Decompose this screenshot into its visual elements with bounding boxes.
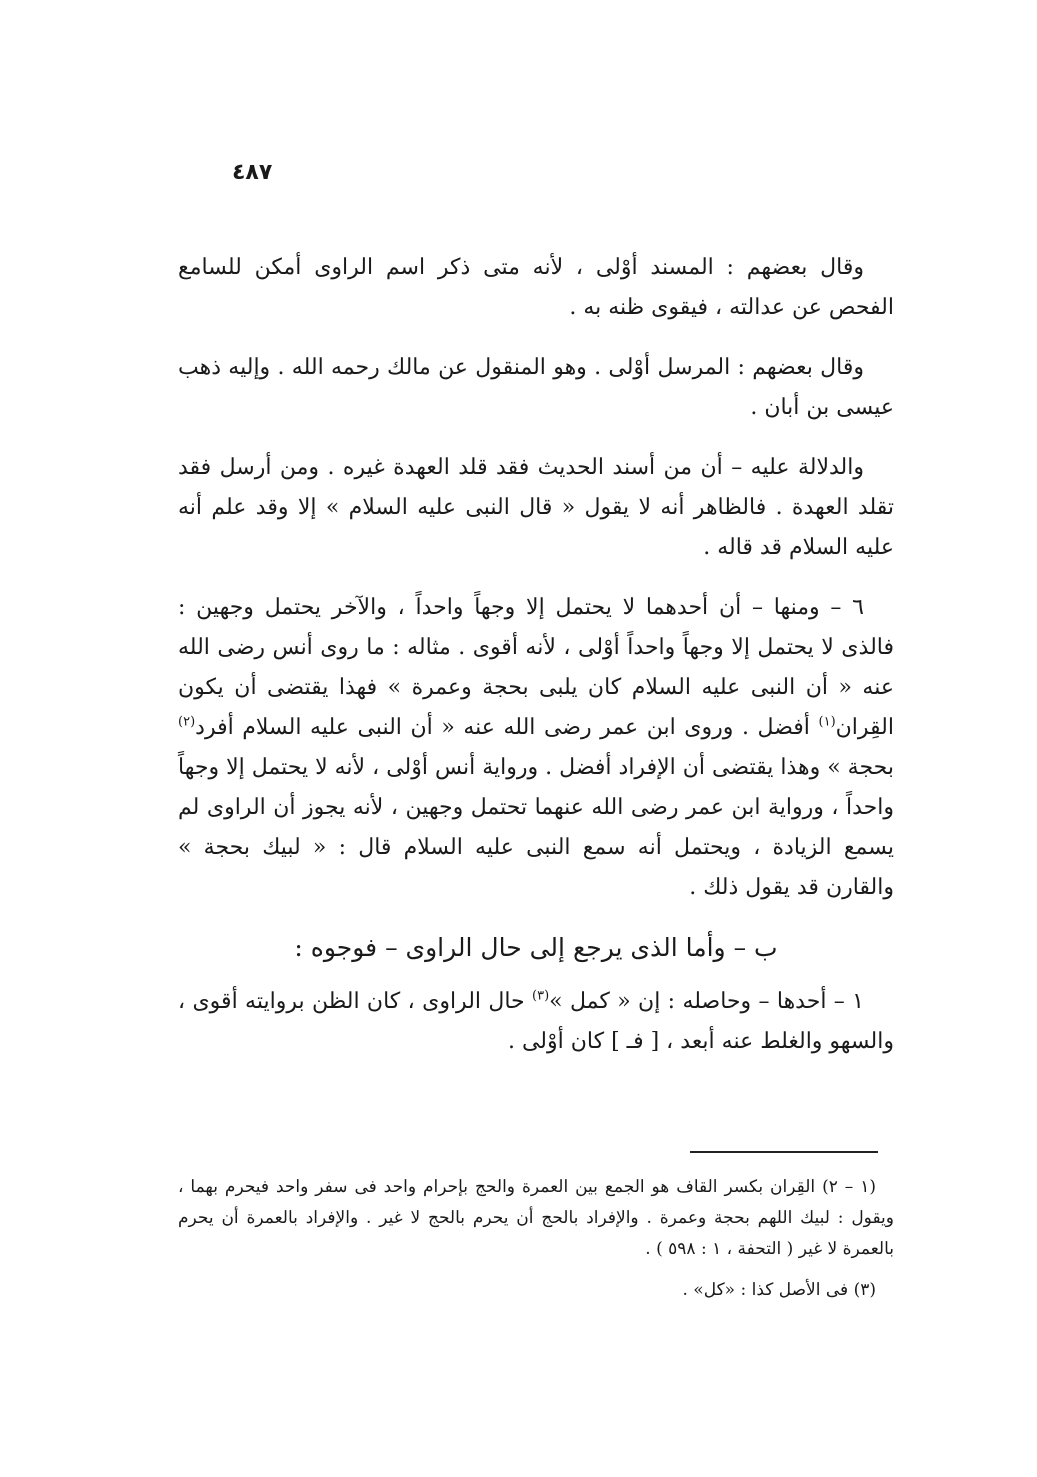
text-run: ٦ – ومنها – أن أحدهما لا يحتمل إلا وجهاً واحداً ، والآخر يحتمل وجهين : فالذى لا يحتمل إلا وجهاً واحداً أوْلى ، لأنه أقوى . مثاله : ما روى أنس رضى الله عنه « أن النبى عليه السلام كان يلبى بحجة وعمرة » فهذا يقتضى أن يكون القِران	[178, 595, 894, 740]
footnote-ref: (٣)	[532, 988, 550, 1004]
page-number: ٤٨٧	[232, 160, 273, 185]
footnote-ref: (٢)	[178, 714, 196, 730]
paragraph: وقال بعضهم : المرسل أوْلى . وهو المنقول عن مالك رحمه الله . وإليه ذهب عيسى بن أبان .	[178, 355, 894, 420]
text-run: بحجة » وهذا يقتضى أن الإفراد أفضل . ورواية أنس أوْلى ، لأنه لا يحتمل إلا وجهاً واحداً ، ورواية ابن عمر رضى الله عنهما تحتمل وجهين ، لأنه يجوز أن الراوى لم يسمع الزيادة ، ويحتمل أنه سمع النبى عليه السلام قال : « لبيك بحجة » والقارن قد يقول ذلك .	[178, 755, 894, 900]
text-run: ١ – أحدها – وحاصله : إن « كمل »	[549, 989, 864, 1014]
paragraph-six	[178, 588, 894, 908]
text-run: أفضل . وروى ابن عمر رضى الله عنه « أن النبى عليه السلام أفرد	[195, 715, 819, 740]
text-run: حال الراوى ، كان الظن بروايته أقوى ، والسهو والغلط عنه أبعد ، [ فـ ] كان أوْلى .	[178, 989, 894, 1054]
footnote-ref: (١)	[818, 714, 836, 730]
footnotes	[178, 1172, 894, 1316]
paragraph: وقال بعضهم : المسند أوْلى ، لأنه متى ذكر اسم الراوى أمكن للسامع الفحص عن عدالته ، فيقوى ظنه به .	[178, 255, 894, 320]
footnote: (٣) فى الأصل كذا : «كل» .	[682, 1280, 876, 1300]
footnote: (١ – ٢) القِران بكسر القاف هو الجمع بين العمرة والحج بإحرام واحد فى سفر واحد فيحرم بهما ، ويقول : لبيك اللهم بحجة وعمرة . والإفراد بالحج أن يحرم بالحج لا غير . والإفراد بالعمرة أن يحرم بالعمرة لا غير ( التحفة ، ١ : ٥٩٨ ) .	[178, 1177, 894, 1259]
main-text	[178, 248, 894, 1082]
footnote-divider	[690, 1151, 878, 1153]
paragraph-b-one	[178, 982, 894, 1062]
paragraph: والدلالة عليه – أن من أسند الحديث فقد قلد العهدة غيره . ومن أرسل فقد تقلد العهدة . فالظاهر أنه لا يقول « قال النبى عليه السلام » إلا وقد علم أنه عليه السلام قد قاله .	[178, 455, 894, 560]
section-heading: ب – وأما الذى يرجع إلى حال الراوى – فوجوه :	[294, 933, 778, 962]
